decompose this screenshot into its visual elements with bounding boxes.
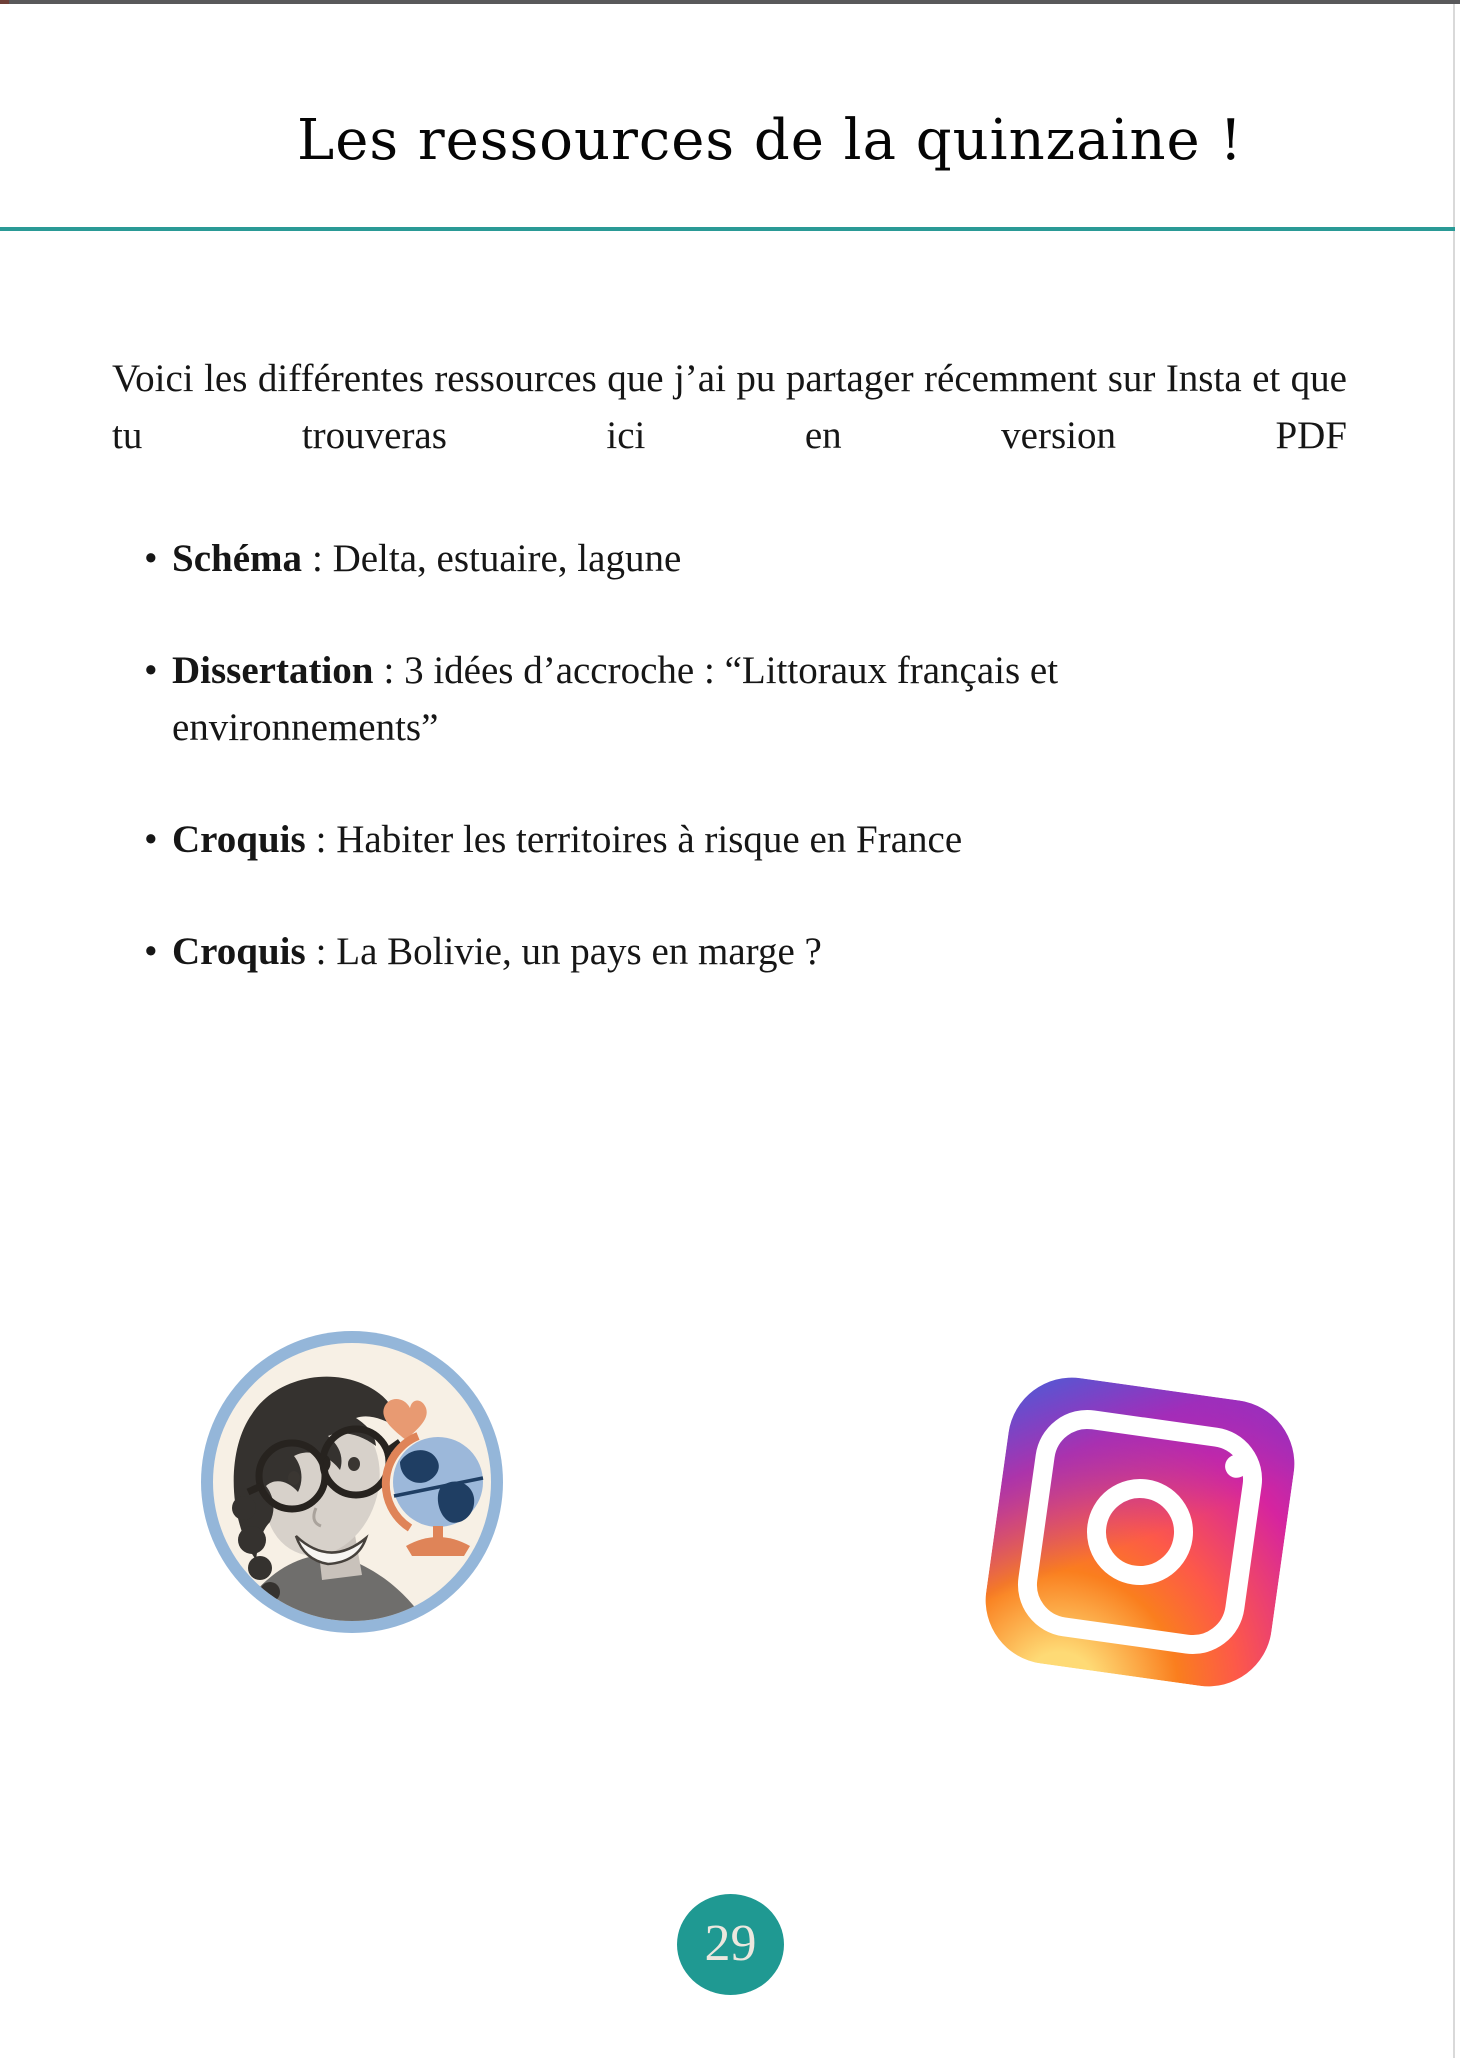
resource-label: Croquis (172, 930, 306, 973)
list-item (112, 642, 1322, 756)
window-top-edge-accent (0, 0, 9, 4)
resource-label: Dissertation (172, 649, 374, 692)
list-item (112, 811, 1322, 868)
eye (288, 1471, 300, 1485)
resource-text: : Habiter les territoires à risque en France (315, 818, 963, 861)
list-item (112, 530, 1322, 587)
resource-list (112, 530, 1322, 1035)
resource-label: Schéma (172, 537, 302, 580)
page-right-edge (1453, 4, 1455, 2058)
eye (348, 1457, 360, 1471)
window-top-edge (0, 0, 1460, 4)
hair-curl (238, 1526, 266, 1554)
page-number-badge (677, 1894, 784, 1995)
resource-label: Croquis (172, 818, 306, 861)
page-number: 29 (704, 1915, 757, 1972)
resource-text: : 3 idées d’accroche : “Littoraux français et environnements” (172, 649, 1059, 749)
hair-curl (248, 1556, 272, 1580)
title-divider (0, 227, 1455, 231)
profile-avatar[interactable] (200, 1330, 504, 1634)
intro-paragraph: Voici les différentes ressources que j’ai pu partager récemment sur Insta et que tu trouveras ici en version PDF (112, 357, 1347, 457)
instagram-logo[interactable] (977, 1369, 1302, 1694)
resource-text: : Delta, estuaire, lagune (312, 537, 682, 580)
list-item (112, 923, 1322, 980)
page-title: Les ressources de la quinzaine ! (297, 108, 1243, 173)
hair-curl (232, 1496, 256, 1520)
resource-text: : La Bolivie, un pays en marge ? (315, 930, 822, 973)
